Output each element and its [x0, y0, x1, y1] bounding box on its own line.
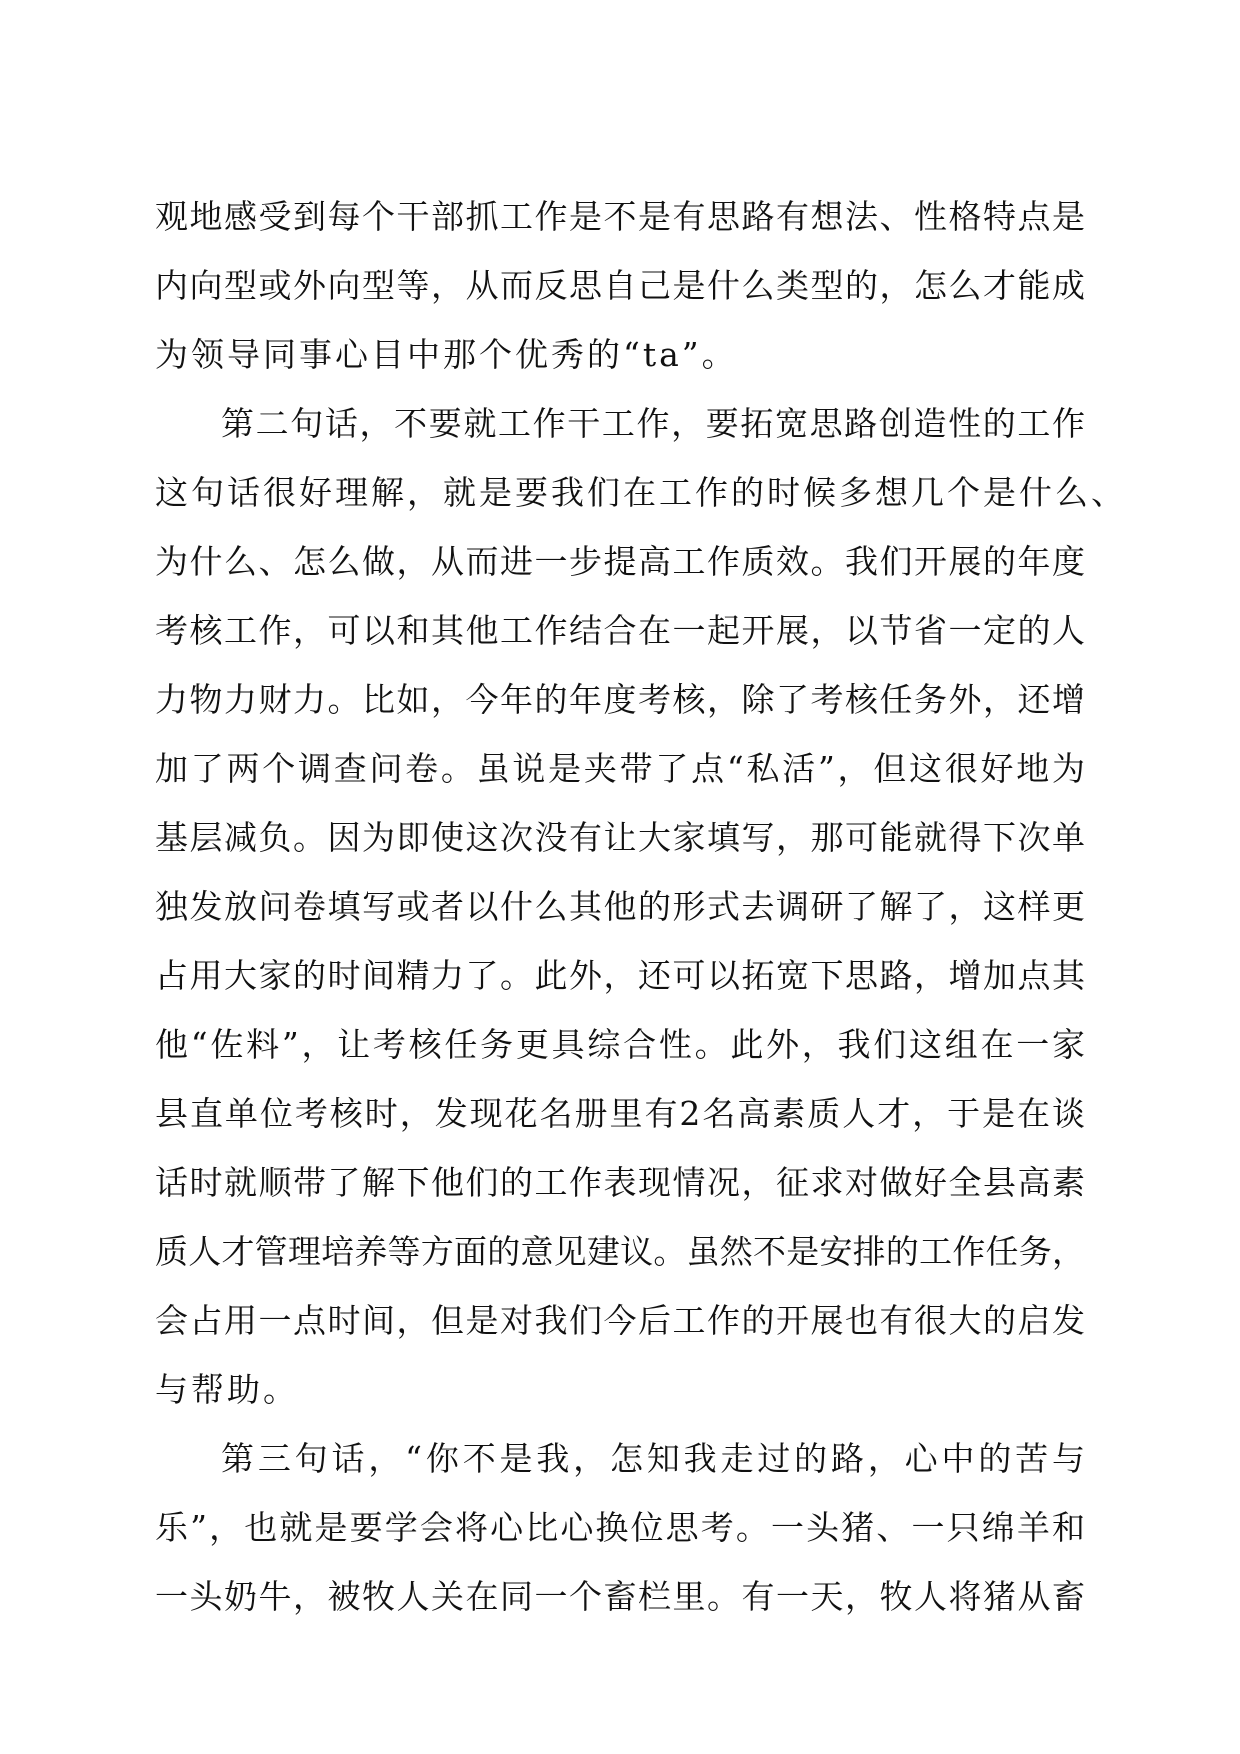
text-line: 为领导同事心目中那个优秀的“ta”。	[155, 335, 738, 374]
text-line: 考核工作，可以和其他工作结合在一起开展，以节省一定的人	[155, 611, 1085, 650]
body-text	[155, 182, 1127, 1631]
paragraph-start-line: 第二句话，不要就工作干工作，要拓宽思路创造性的工作	[221, 404, 1085, 443]
text-line: 他“佐料”，让考核任务更具综合性。此外，我们这组在一家	[155, 1025, 1085, 1064]
text-line: 基层减负。因为即使这次没有让大家填写，那可能就得下次单	[155, 818, 1085, 857]
text-line: 占用大家的时间精力了。此外，还可以拓宽下思路，增加点其	[155, 956, 1085, 995]
text-line: 乐”，也就是要学会将心比心换位思考。一头猪、一只绵羊和	[155, 1508, 1085, 1547]
text-line: 力物力财力。比如，今年的年度考核，除了考核任务外，还增	[155, 680, 1085, 719]
paragraph-start-line: 第三句话，“你不是我，怎知我走过的路，心中的苦与	[221, 1439, 1085, 1478]
text-line: 一头奶牛，被牧人关在同一个畜栏里。有一天，牧人将猪从畜	[155, 1577, 1085, 1616]
text-line: 观地感受到每个干部抓工作是不是有思路有想法、性格特点是	[155, 197, 1085, 236]
text-line: 内向型或外向型等，从而反思自己是什么类型的，怎么才能成	[155, 266, 1085, 305]
text-line: 加了两个调查问卷。虽说是夹带了点“私活”，但这很好地为	[155, 749, 1085, 788]
text-line: 话时就顺带了解下他们的工作表现情况，征求对做好全县高素	[155, 1163, 1085, 1202]
text-line: 独发放问卷填写或者以什么其他的形式去调研了解了，这样更	[155, 887, 1085, 926]
text-line: 县直单位考核时，发现花名册里有2名高素质人才，于是在谈	[155, 1094, 1085, 1133]
text-line: 会占用一点时间，但是对我们今后工作的开展也有很大的启发	[155, 1301, 1085, 1340]
text-line: 为什么、怎么做，从而进一步提高工作质效。我们开展的年度	[155, 542, 1085, 581]
text-line: 质人才管理培养等方面的意见建议。虽然不是安排的工作任务，	[155, 1232, 1085, 1271]
text-line: 这句话很好理解，就是要我们在工作的时候多想几个是什么、	[155, 473, 1127, 512]
text-line: 与帮助。	[155, 1370, 299, 1409]
